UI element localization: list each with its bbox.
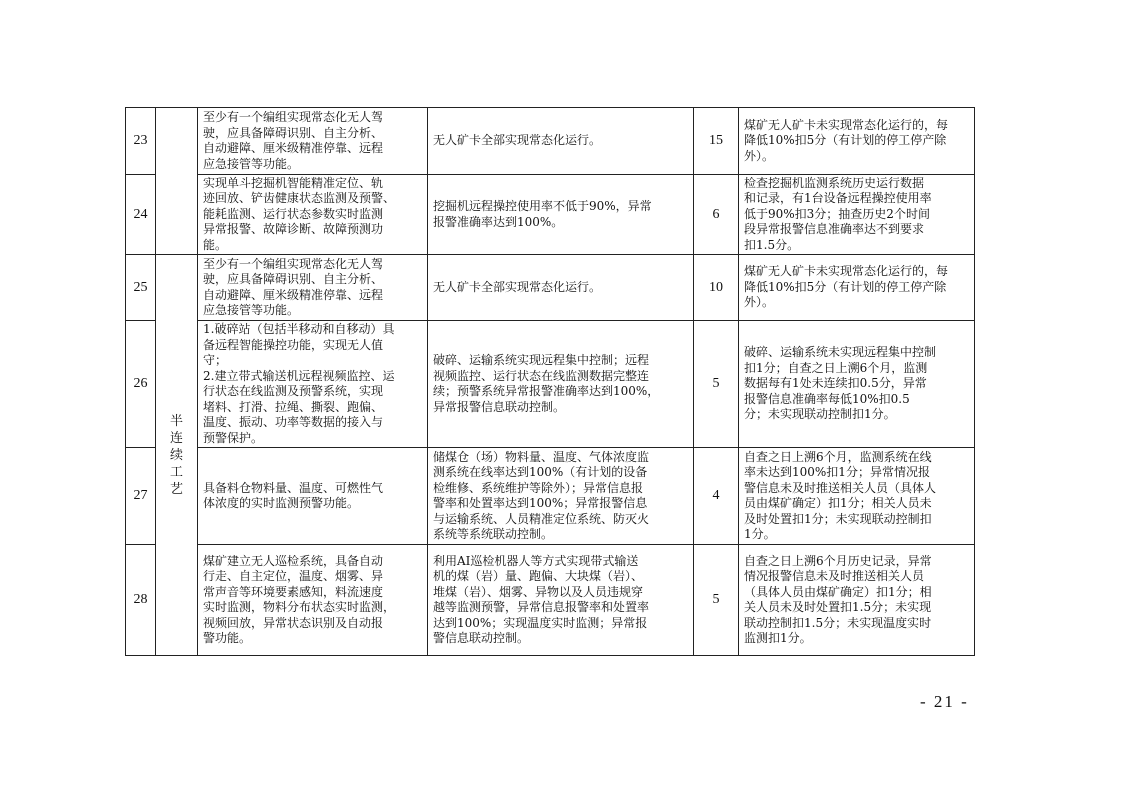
requirement-cell: 至少有一个编组实现常态化无人驾 驶，应具备障碍识别、自主分析、 自动避障、厘米级精准停靠、远程 应急接管等功能。	[198, 255, 428, 321]
score-cell: 10	[694, 255, 739, 321]
table-row	[126, 545, 975, 656]
category-cell	[156, 255, 198, 656]
standard-cell: 无人矿卡全部实现常态化运行。	[428, 255, 694, 321]
standard-cell: 储煤仓（场）物料量、温度、气体浓度监 测系统在线率达到100%（有计划的设备 检维修、系统维护等除外）；异常信息报 警率和处置率达到100%；异常报警信息 与运输系统、人员精准定位系统、防灭火 系统等系统联动控制。	[428, 448, 694, 545]
row-number: 24	[126, 175, 156, 255]
score-cell: 5	[694, 545, 739, 656]
criteria-cell: 破碎、运输系统未实现远程集中控制 扣1分；自查之日上溯6个月，监测 数据每有1处未连续扣0.5分，异常 报警信息准确率每低10%扣0.5 分；未实现联动控制扣1分。	[739, 321, 975, 448]
category-char: 续	[169, 447, 183, 463]
criteria-cell: 自查之日上溯6个月，监测系统在线 率未达到100%扣1分；异常情况报 警信息未及时推送相关人员（具体人 员由煤矿确定）扣1分；相关人员未 及时处置扣1分；未实现联动控制扣 1分。	[739, 448, 975, 545]
standard-cell: 破碎、运输系统实现远程集中控制；远程 视频监控、运行状态在线监测数据完整连 续；预警系统异常报警准确率达到100%， 异常报警信息联动控制。	[428, 321, 694, 448]
criteria-cell: 自查之日上溯6个月历史记录，异常 情况报警信息未及时推送相关人员 （具体人员由煤矿确定）扣1分；相 关人员未及时处置扣1.5分；未实现 联动控制扣1.5分；未实现温度实时 监测扣1分。	[739, 545, 975, 656]
criteria-cell: 检查挖掘机监测系统历史运行数据 和记录，有1台设备远程操控使用率 低于90%扣3分；抽查历史2个时间 段异常报警信息准确率达不到要求 扣1.5分。	[739, 175, 975, 255]
row-number: 27	[126, 448, 156, 545]
standard-cell: 利用AI巡检机器人等方式实现带式输送 机的煤（岩）量、跑偏、大块煤（岩）、 堆煤（岩）、烟雾、异物以及人员违规穿 越等监测预警，异常信息报警率和处置率 达到100%；实现温度实时监测；异常报 警信息联动控制。	[428, 545, 694, 656]
category-char: 连	[169, 430, 183, 446]
category-char: 工	[169, 464, 183, 480]
category-cell-empty	[156, 108, 198, 255]
row-number: 23	[126, 108, 156, 175]
category-char: 艺	[169, 481, 183, 497]
row-number: 25	[126, 255, 156, 321]
standard-cell: 挖掘机远程操控使用率不低于90%，异常 报警准确率达到100%。	[428, 175, 694, 255]
table-row	[126, 108, 975, 175]
criteria-cell: 煤矿无人矿卡未实现常态化运行的，每 降低10%扣5分（有计划的停工停产除 外）。	[739, 255, 975, 321]
table-row	[126, 448, 975, 545]
row-number: 28	[126, 545, 156, 656]
evaluation-table	[125, 107, 975, 656]
category-char: 半	[169, 413, 183, 429]
score-cell: 6	[694, 175, 739, 255]
requirement-cell: 实现单斗挖掘机智能精准定位、轨 迹回放、铲齿健康状态监测及预警、 能耗监测、运行状态参数实时监测 异常报警、故障诊断、故障预测功 能。	[198, 175, 428, 255]
score-cell: 4	[694, 448, 739, 545]
table-row	[126, 321, 975, 448]
requirement-cell: 具备料仓物料量、温度、可燃性气 体浓度的实时监测预警功能。	[198, 448, 428, 545]
table-row	[126, 255, 975, 321]
page-number: - 21 -	[920, 692, 969, 711]
table-row	[126, 175, 975, 255]
criteria-cell: 煤矿无人矿卡未实现常态化运行的，每 降低10%扣5分（有计划的停工停产除 外）。	[739, 108, 975, 175]
score-cell: 15	[694, 108, 739, 175]
requirement-cell: 至少有一个编组实现常态化无人驾 驶，应具备障碍识别、自主分析、 自动避障、厘米级精准停靠、远程 应急接管等功能。	[198, 108, 428, 175]
requirement-cell: 1.破碎站（包括半移动和自移动）具 备远程智能操控功能，实现无人值 守； 2.建立带式输送机远程视频监控、运 行状态在线监测及预警系统，实现 堵料、打滑、拉绳、撕裂、跑偏、 温度、振动、功率等数据的接入与 预警保护。	[198, 321, 428, 448]
row-number: 26	[126, 321, 156, 448]
score-cell: 5	[694, 321, 739, 448]
standard-cell: 无人矿卡全部实现常态化运行。	[428, 108, 694, 175]
requirement-cell: 煤矿建立无人巡检系统，具备自动 行走、自主定位，温度、烟雾、异 常声音等环境要素感知，料流速度 实时监测，物料分布状态实时监测， 视频回放，异常状态识别及自动报 警功能。	[198, 545, 428, 656]
